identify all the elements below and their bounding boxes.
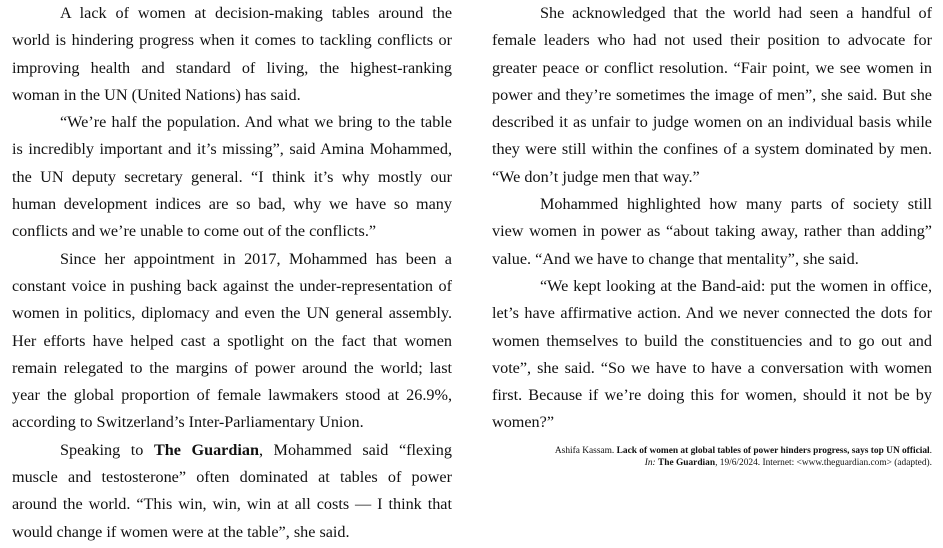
citation-title: Lack of women at global tables of power hinders progress, says top UN official	[616, 446, 930, 456]
citation-publication: The Guardian	[658, 458, 716, 468]
citation-title-end: .	[929, 446, 932, 456]
article-left-column	[12, 0, 452, 546]
citation-line-2	[492, 457, 932, 469]
paragraph-7: “We kept looking at the Band-aid: put the women in office, let’s have affirmative action. And we never connected the dots for women themselves to build the constituencies and to go out and vote”, she said. “So we have to have a conversation with women first. Because if we’re doing this for women, should it not be by women?”	[492, 276, 932, 432]
source-citation	[492, 445, 932, 469]
citation-line-1	[492, 445, 932, 457]
citation-details: , 19/6/2024. Internet: <www.theguardian.com> (adapted).	[715, 458, 932, 468]
paragraph-6: Mohammed highlighted how many parts of society still view women in power as “about taking away, rather than adding” value. “And we have to change that mentality”, she said.	[492, 195, 932, 268]
citation-author: Ashifa Kassam.	[554, 446, 617, 456]
paragraph-4	[12, 437, 452, 546]
paragraph-4-end: , Mohammed said “flexing muscle and testosterone” often dominated at tables of power around the world. “This win, win, win at all costs — I think that would change if women were at the table”, she said.	[12, 440, 452, 541]
paragraph-2: “We’re half the population. And what we bring to the table is incredibly important and it’s missing”, said Amina Mohammed, the UN deputy secretary general. “I think it’s why mostly our human development indices are so bad, why we have so many conflicts and we’re unable to come out of the conflicts.”	[12, 113, 452, 241]
citation-in-label: In:	[644, 458, 656, 468]
paragraph-1: A lack of women at decision-making tables around the world is hindering progress when it comes to tackling conflicts or improving health and standard of living, the highest-ranking woman in the UN (United Nations) has said.	[12, 4, 452, 104]
publication-name: The Guardian	[153, 440, 259, 459]
paragraph-5: She acknowledged that the world had seen a handful of female leaders who had not used their position to advocate for greater peace or conflict resolution. “Fair point, we see women in power and they’re sometimes the image of men”, she said. But she described it as unfair to judge women on an individual basis while they were still within the confines of a system dominated by men. “We don’t judge men that way.”	[492, 4, 932, 186]
paragraph-4-start: Speaking to	[60, 440, 154, 459]
paragraph-3: Since her appointment in 2017, Mohammed has been a constant voice in pushing back against the under-representation of women in politics, diplomacy and even the UN general assembly. Her efforts have helped cast a spotlight on the fact that women remain relegated to the margins of power around the world; last year the global proportion of female lawmakers stood at 26.9%, according to Switzerland’s Inter-Parliamentary Union.	[12, 249, 452, 432]
article-right-column	[492, 0, 932, 437]
